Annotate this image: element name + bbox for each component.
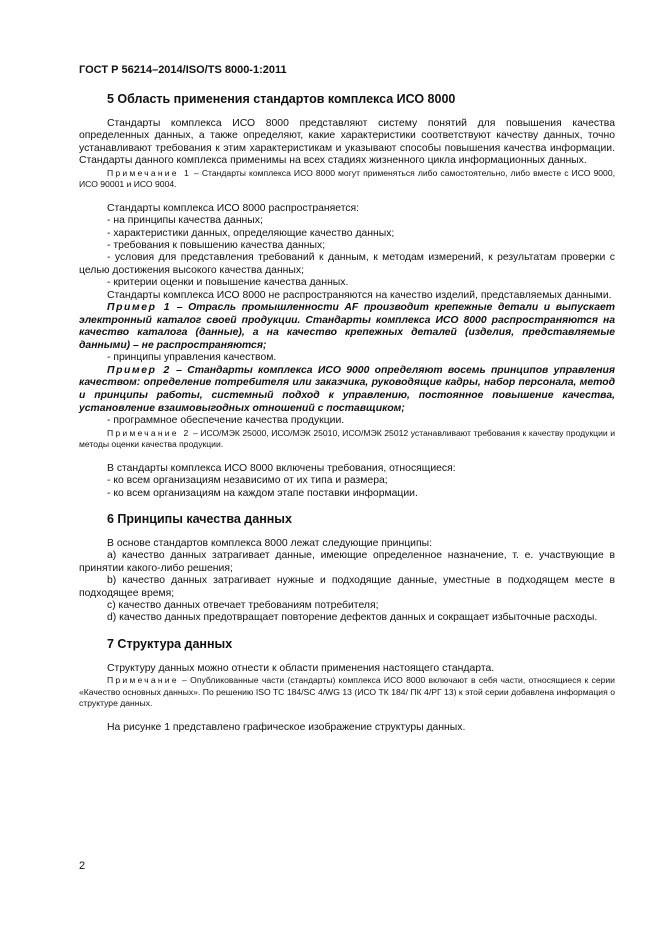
- section-5-title: 5 Область применения стандартов комплекса ИСО 8000: [107, 92, 456, 106]
- example-1-item: - принципы управления качеством.: [107, 352, 277, 364]
- document-header: ГОСТ Р 56214–2014/ISO/TS 8000-1:2011: [79, 64, 287, 76]
- example-2-text: – Стандарты комплекса ИСО 9000 определяют восемь принципов управления качеством: определение потребителя или заказчика, руководящие кадры, набор персонала, метод и принципы работы, системный подход к управлению, постоянное повышение качества, установление взаимовыгодных отношений с поставщиком;: [79, 364, 615, 414]
- example-1-text: – Отрасль промышленности AF производит крепежные детали и выпускает электронный каталог своей продукции. Стандарты комплекса ИСО 8000 распространяются на качество каталога (данные), а на качество крепежных деталей (изделия, представляемые данными) – не распространяются;: [79, 302, 615, 351]
- note-1: [79, 168, 615, 191]
- note-1-label: Примечание 1: [107, 167, 191, 178]
- scope-list-item: - характеристики данных, определяющие качество данных;: [107, 227, 395, 239]
- scope-list-item: - требования к повышению качества данных;: [107, 240, 326, 252]
- scope-list-item: - на принципы качества данных;: [107, 215, 263, 227]
- section-6-title: 6 Принципы качества данных: [107, 512, 292, 527]
- requirements-intro: В стандарты комплекса ИСО 8000 включены требования, относящиеся:: [107, 462, 456, 474]
- principle-item: c) качество данных отвечает требованиям потребителя;: [107, 600, 379, 612]
- principle-item: b) качество данных затрагивает нужные и подходящие данные, уместные в подходящем месте в подходящее время;: [79, 575, 615, 599]
- figure-reference: На рисунке 1 представлено графическое изображение структуры данных.: [107, 722, 466, 734]
- section-5-paragraph: Стандарты комплекса ИСО 8000 представляют систему понятий для повышения качества определенных данных, а также определяют, какие характеристики соответствуют качеству данных, точно устанавливают требования к этим характеристикам и указывают способы повышения качества информации. Стандарты данного комплекса применимы на всех стадиях жизненного цикла информационных данных.: [79, 118, 615, 167]
- requirements-list-item: - ко всем организациям независимо от их типа и размера;: [107, 475, 388, 487]
- scope-intro: Стандарты комплекса ИСО 8000 распространяется:: [107, 202, 360, 214]
- example-2-item: - программное обеспечение качества продукции.: [107, 415, 345, 427]
- principles-intro: В основе стандартов комплекса 8000 лежат следующие принципы:: [107, 538, 432, 550]
- section-7-note-text: – Опубликованные части (стандарты) комплекса ИСО 8000 включают в себя части, относящиеся к серии «Качество основных данных». По решению ISO TC 184/SC 4/WG 13 (ИСО ТК 184/ ПК 4/РГ 13) к этой серии добавлена информация о структуре данных.: [79, 675, 615, 709]
- requirements-list-item: - ко всем организациям на каждом этапе поставки информации.: [107, 487, 418, 499]
- section-7-title: 7 Структура данных: [107, 636, 233, 651]
- example-1-label: Пример 1: [107, 302, 172, 314]
- section-7-note: [79, 675, 615, 710]
- page-number: 2: [79, 860, 86, 872]
- note-2: [79, 428, 615, 451]
- note-2-text: – ИСО/МЭК 25000, ИСО/МЭК 25010, ИСО/МЭК 25012 устанавливают требования к качеству продукции и методы оценки качества продукции.: [79, 427, 615, 450]
- principle-item: d) качество данных предотвращает повторение дефектов данных и сокращает избыточные расходы.: [107, 612, 598, 624]
- example-2-label: Пример 2: [107, 364, 171, 376]
- scope-list-item: - критерии оценки и повышение качества данных.: [107, 277, 349, 289]
- note-1-text: – Стандарты комплекса ИСО 8000 могут применяться либо самостоятельно, либо вместе с ИСО 9000, ИСО 90001 и ИСО 9004.: [79, 167, 615, 190]
- section-7-note-label: Примечание: [107, 675, 179, 686]
- example-1: [79, 302, 615, 352]
- exclusion-paragraph: Стандарты комплекса ИСО 8000 не распространяются на качество изделий, представляемых данными.: [107, 289, 612, 301]
- page-content: [79, 92, 615, 734]
- note-2-label: Примечание 2: [107, 427, 191, 438]
- structure-paragraph: Структуру данных можно отнести к области применения настоящего стандарта.: [107, 662, 495, 674]
- scope-list-item: - условия для представления требований к данным, к методам измерений, к результатам проверки с целью достижения высокого качества данных;: [79, 252, 615, 276]
- principle-item: a) качество данных затрагивает данные, имеющие определенное назначение, т. е. участвующие в принятии какого-либо решения;: [79, 550, 615, 574]
- example-2: [79, 365, 615, 415]
